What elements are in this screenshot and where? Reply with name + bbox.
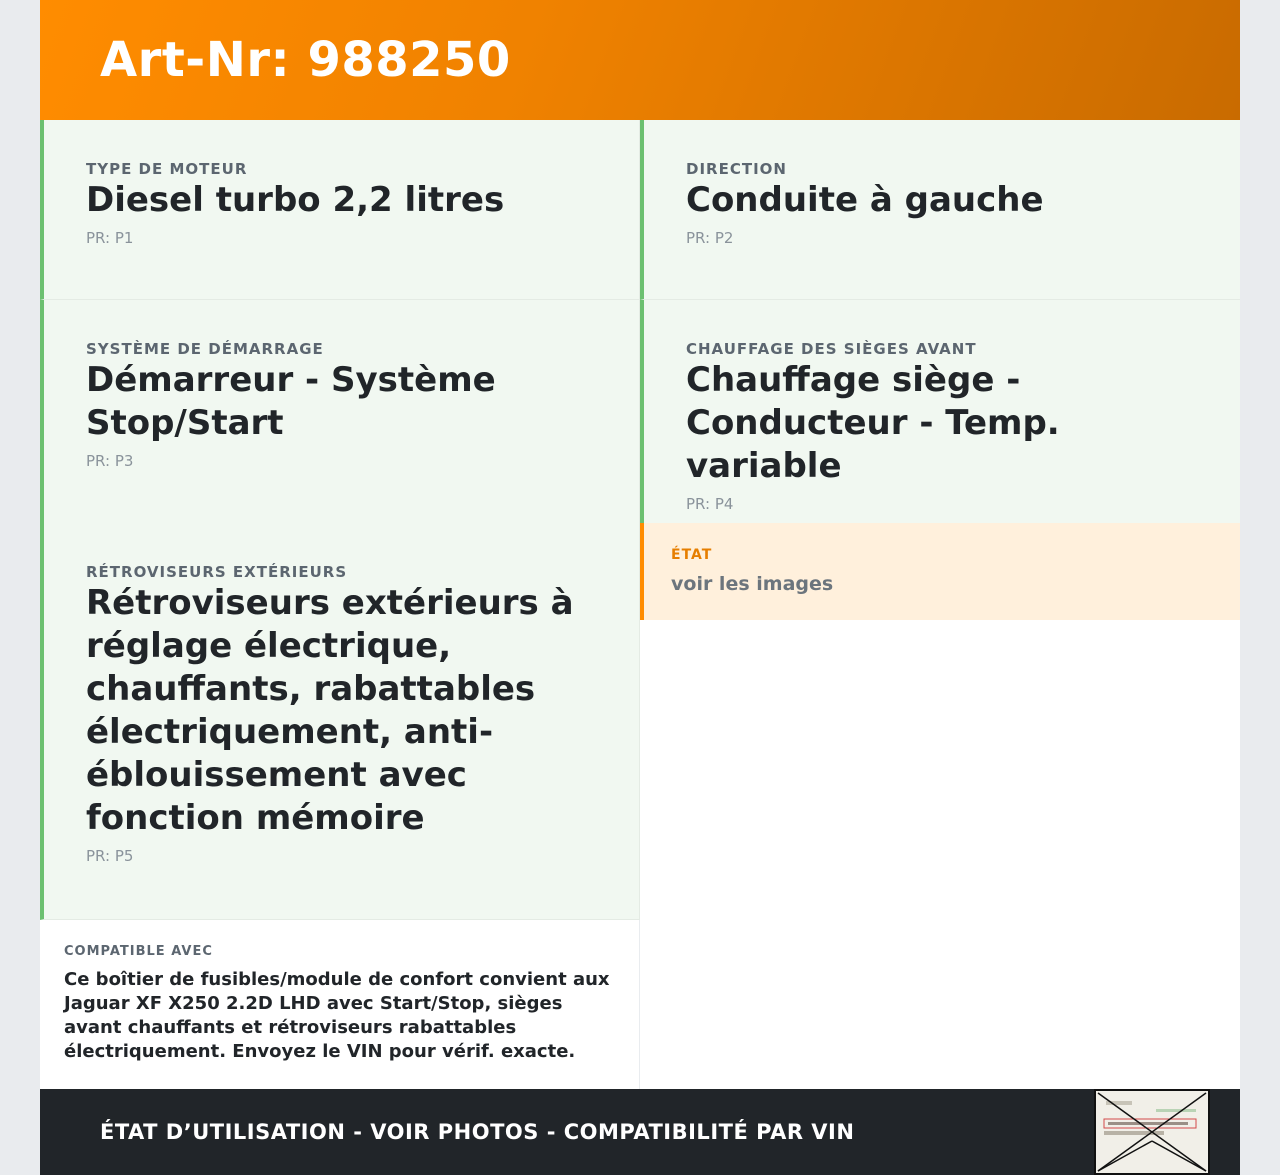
spec-value: Chauffage siège - Conducteur - Temp. variable (686, 360, 1060, 486)
spec-pr-code: PR: P1 (86, 229, 134, 247)
spec-pr-code: PR: P4 (686, 495, 734, 513)
spec-label: CHAUFFAGE DES SIÈGES AVANT (686, 340, 977, 358)
spec-value: Diesel turbo 2,2 litres (86, 180, 505, 220)
spec-value: Démarreur - Système Stop/Start (86, 360, 496, 443)
spec-seat-heating (640, 300, 1240, 524)
spec-value: Conduite à gauche (686, 180, 1044, 220)
spec-label: SYSTÈME DE DÉMARRAGE (86, 340, 324, 358)
footer-text: ÉTAT D’UTILISATION - VOIR PHOTOS - COMPATIBILITÉ PAR VIN (100, 1120, 855, 1144)
spec-label: DIRECTION (686, 160, 787, 178)
spec-value: Rétroviseurs extérieurs à réglage électrique, chauffants, rabattables électriquement, anti-éblouissement avec fonction mémoire (86, 583, 574, 838)
compatibility-label: COMPATIBLE AVEC (64, 944, 213, 959)
spec-pr-code: PR: P3 (86, 452, 134, 470)
spec-start-system (40, 300, 640, 524)
product-card (40, 0, 1240, 1175)
compatibility-box (40, 920, 640, 1089)
label-photo-thumbnail-icon[interactable] (1094, 1089, 1210, 1175)
spec-steering (640, 120, 1240, 300)
spec-label: RÉTROVISEURS EXTÉRIEURS (86, 563, 348, 581)
spec-pr-code: PR: P2 (686, 229, 734, 247)
compatibility-text: Ce boîtier de fusibles/module de confort convient aux Jaguar XF X250 2.2D LHD avec Start/Stop, sièges avant chauffants et rétroviseurs rabattables électriquement. Envoyez le VIN pour vérif. exacte. (64, 969, 610, 1062)
condition-value: voir les images (671, 573, 834, 595)
spec-label: TYPE DE MOTEUR (86, 160, 248, 178)
spec-engine-type (40, 120, 640, 300)
footer-bar (40, 1089, 1240, 1175)
header-banner (40, 0, 1240, 120)
article-number-title: Art-Nr: 988250 (100, 32, 511, 88)
spec-exterior-mirrors (40, 523, 640, 920)
condition-label: ÉTAT (671, 547, 713, 563)
spec-pr-code: PR: P5 (86, 847, 134, 865)
condition-box (640, 523, 1240, 620)
